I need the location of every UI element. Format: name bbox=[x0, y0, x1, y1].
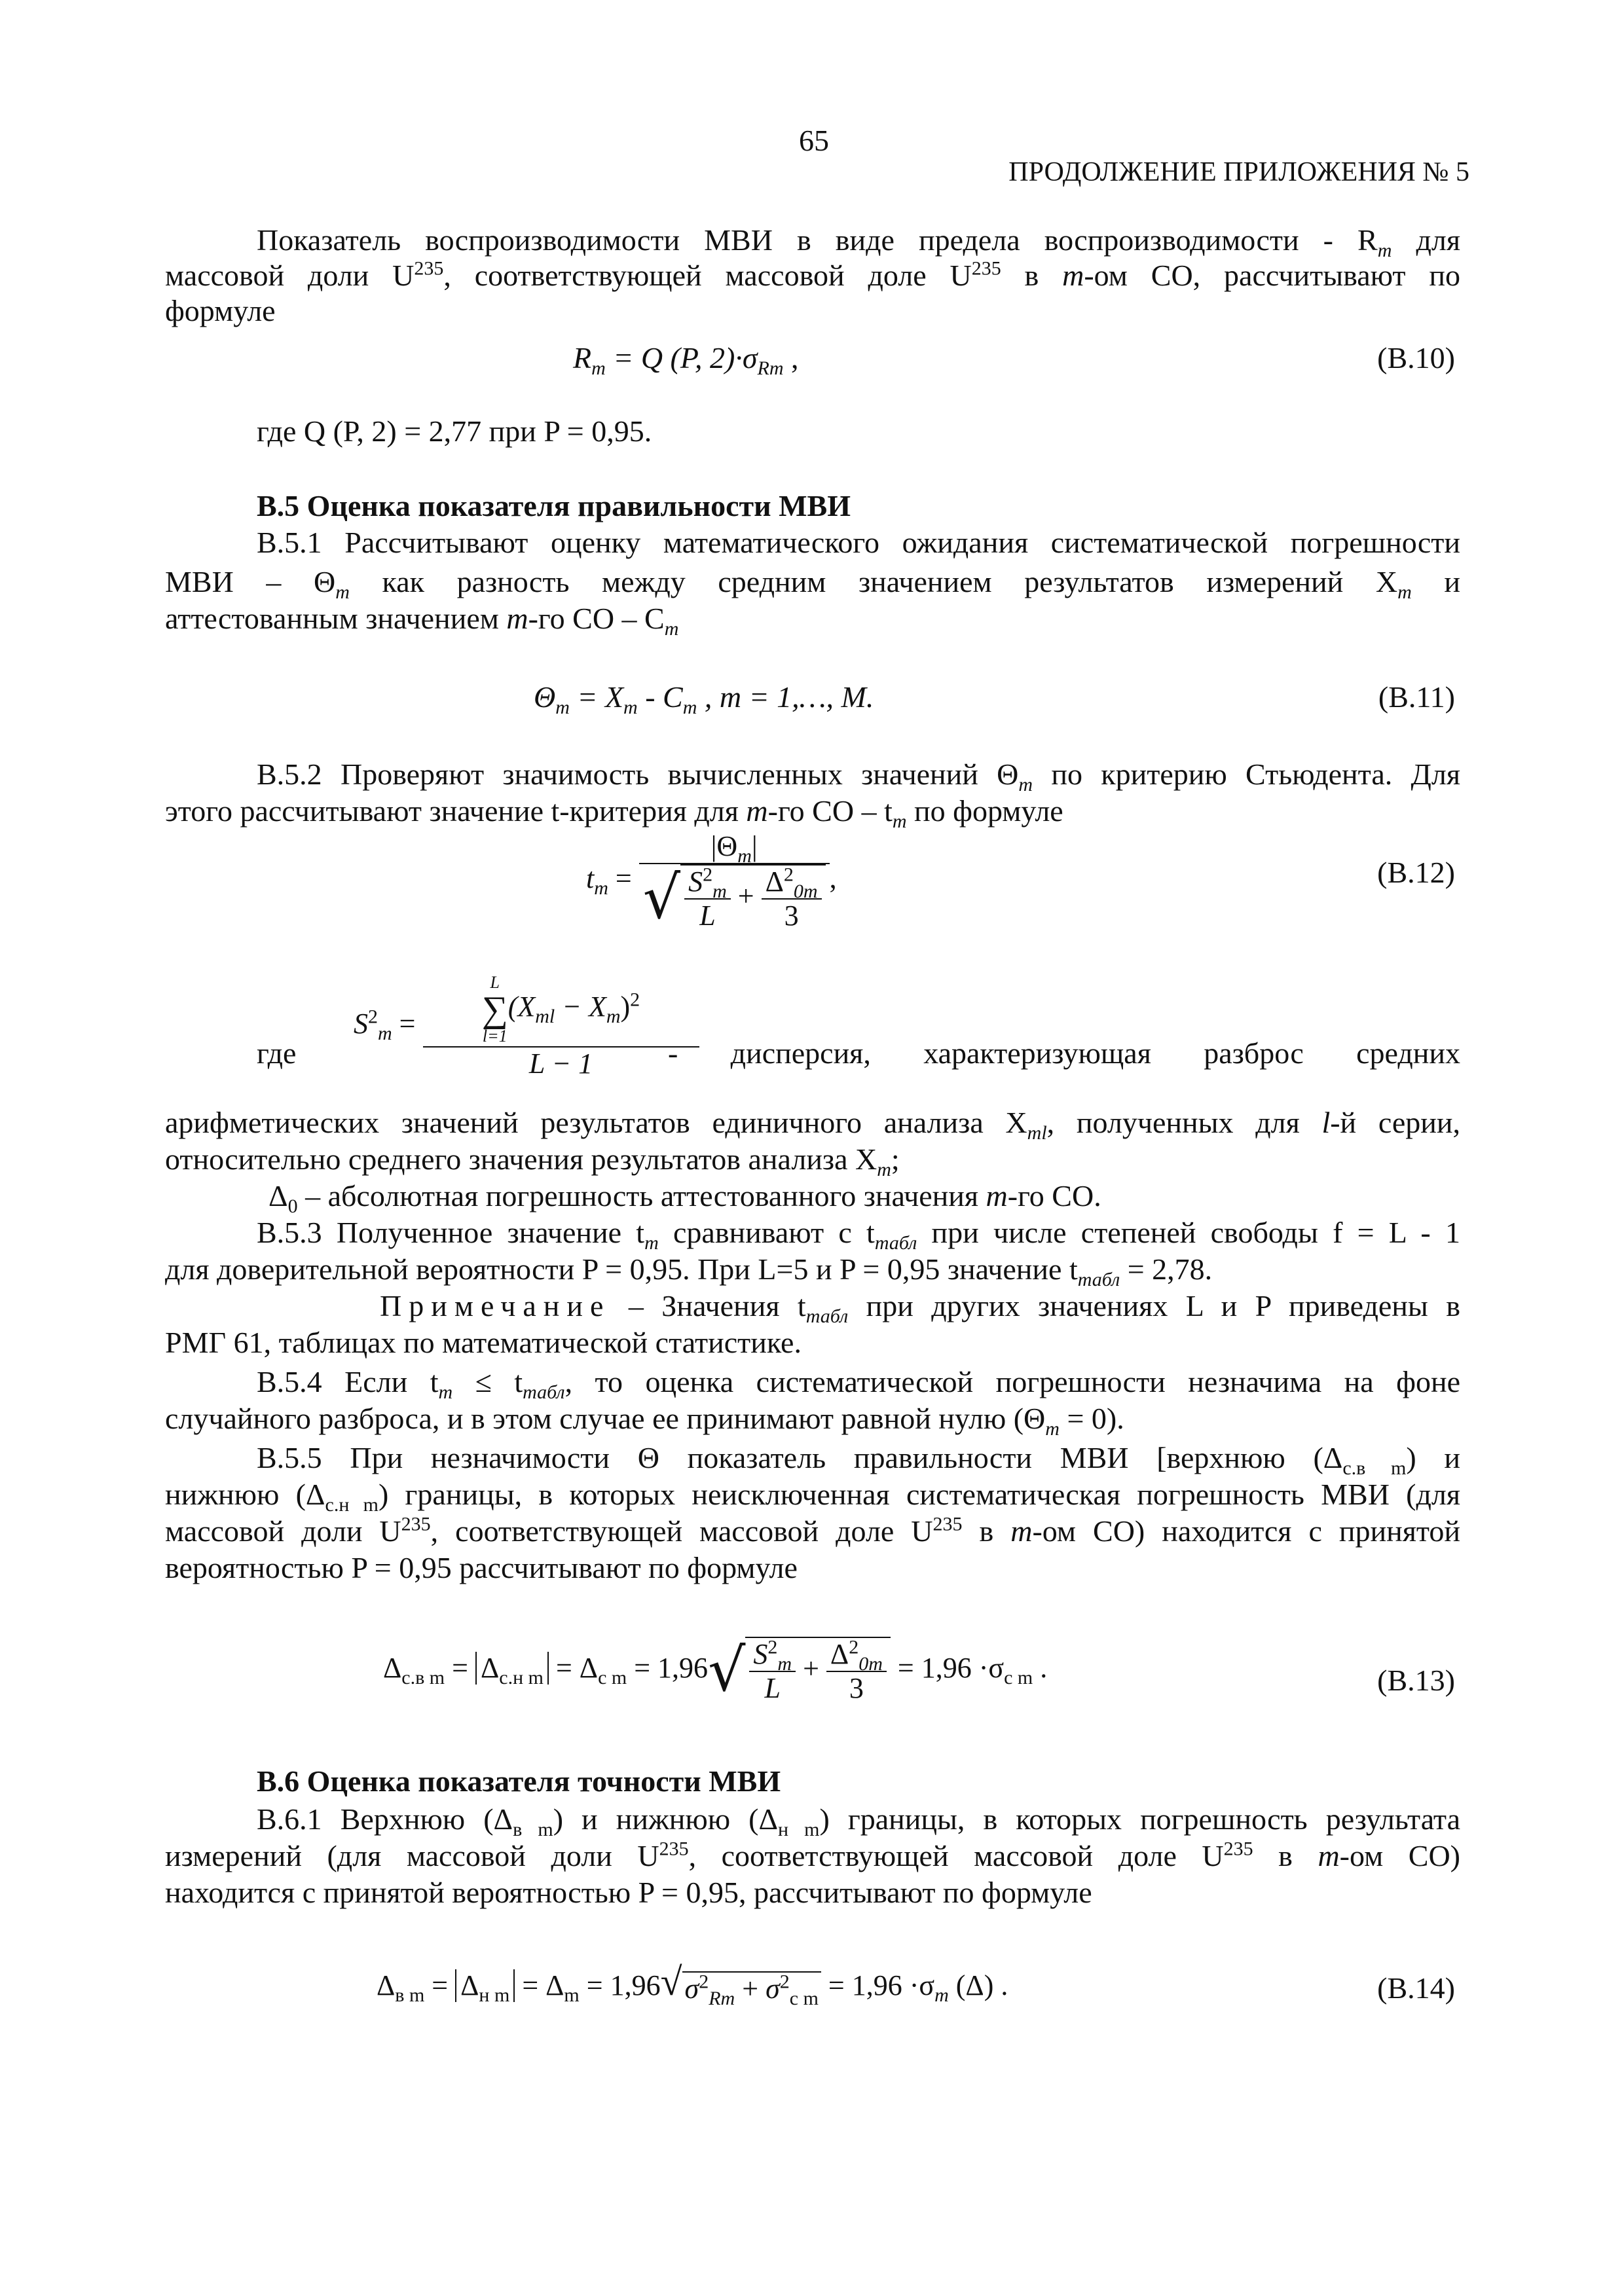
para-b61-line-1: В.6.1 Верхнюю $(\Delta_{в m})$ и нижнюю $(\Delta_{н m})$ границы, в которых погрешность результата bbox=[257, 1802, 1461, 1841]
delta0-definition: $\Delta_0$ – абсолютная погрешность аттестованного значения m-го СО. bbox=[268, 1179, 1101, 1218]
equation-b13: $\Delta_{с.в m} = \Delta_{с.н m} = \Delta_{с m} = 1,96√$ $\frac{S^2_m}{L}$ + $\frac{\Delta^2_{0m}}{3}$ = $1,96 \cdot\sigma_{с m}$ . bbox=[383, 1636, 1048, 1705]
equation-b14: $\Delta_{в m} = \Delta_{н m} = \Delta_m = 1,96√\sigma^2_{Rm} + \sigma^2_{с m} = 1,96 \cdot\sigma_m$ (Δ) . bbox=[377, 1960, 1008, 2009]
para-b55-line-3: массовой доли $U^{235}$, соответствующей массовой доле $U^{235}$ в m-ом СО) находится с принятой bbox=[165, 1513, 1460, 1548]
intro-line-1: Показатель воспроизводимости МВИ в виде предела воспроизводимости - $R_m$ для bbox=[257, 223, 1460, 262]
para-b51-line-1: В.5.1 Рассчитывают оценку математического ожидания систематической погрешности bbox=[257, 526, 1460, 559]
para-b52-line-1: В.5.2 Проверяют значимость вычисленных значений $\Theta_m$ по критерию Стьюдента. Для bbox=[257, 757, 1461, 796]
section-title-b5: В.5 Оценка показателя правильности МВИ bbox=[257, 489, 851, 522]
intro-line-2: массовой доли $U^{235}$, соответствующей массовой доле $U^{235}$ в m-ом СО, рассчитывают по bbox=[165, 257, 1460, 292]
para-b61-line-2: измерений (для массовой доли $U^{235}$, соответствующей массовой доле $U^{235}$ в m-ом СО) bbox=[165, 1838, 1460, 1872]
para-b61-line-3: находится с принятой вероятностью P = 0,95, рассчитывают по формуле bbox=[165, 1876, 1092, 1909]
section-title-b6: В.6 Оценка показателя точности МВИ bbox=[257, 1764, 781, 1798]
variance-line-3: относительно среднего значения результатов анализа $X_m$; bbox=[165, 1142, 900, 1181]
intro-line-3: формуле bbox=[165, 294, 276, 327]
note-line-2: РМГ 61, таблицах по математической статистике. bbox=[165, 1326, 802, 1359]
para-b51-line-2: МВИ – $\Theta_m$ как разность между средним значением результатов измерений $X_m$ и bbox=[165, 565, 1460, 604]
where-q-text: где Q (P, 2) = 2,77 при P = 0,95. bbox=[257, 414, 652, 448]
equation-label-b12: (В.12) bbox=[1377, 856, 1455, 889]
para-b51-line-3: аттестованным значением m-го СО – $C_m$ bbox=[165, 602, 679, 640]
para-b55-line-2: нижнюю $(\Delta_{с.н m})$ границы, в которых неисключенная систематическая погрешность МВИ (для bbox=[165, 1478, 1460, 1516]
equation-label-b11: (В.11) bbox=[1378, 680, 1455, 714]
where-s-label: где bbox=[257, 1036, 297, 1070]
para-b54-line-2: случайного разброса, и в этом случае ее принимают равной нулю $(\Theta_m = 0)$. bbox=[165, 1402, 1124, 1440]
para-b55-line-1: В.5.5 При незначимости Θ показатель правильности МВИ [верхнюю $(\Delta_{с.в m})$ и bbox=[257, 1441, 1460, 1480]
variance-formula: $S^2_m$ = L ∑ l=1 $(X_{ml} - X_m)^2$ L − 1 bbox=[354, 973, 699, 1080]
page-number: 65 bbox=[799, 124, 829, 157]
para-b53-line-1: В.5.3 Полученное значение $t_m$ сравнивают с $t_{табл}$ при числе степеней свободы f = L - 1 bbox=[257, 1216, 1460, 1254]
variance-description: - дисперсия, характеризующая разброс средних bbox=[668, 1036, 1460, 1070]
para-b55-line-4: вероятностью P = 0,95 рассчитывают по формуле bbox=[165, 1551, 798, 1584]
equation-b10: $R_m = Q$ (P, $2)\cdot\sigma_{Rm}$ , bbox=[573, 341, 799, 380]
note-line-1: Примечание – Значения $t_{табл}$ при других значениях L и P приведены в bbox=[380, 1289, 1460, 1328]
equation-b11: $\Theta_m = X_m - C_m$ , m = 1,…, M. bbox=[534, 680, 874, 719]
para-b54-line-1: В.5.4 Если $t_m \le t_{табл}$, то оценка систематической погрешности незначима на фоне bbox=[257, 1365, 1460, 1404]
equation-b12: $t_m$ = $|\Theta_m|$ √ $\frac{S^2_m}{L}$ + $\frac{\Delta^2_{0m}}{3}$ , bbox=[586, 830, 837, 932]
variance-line-2: арифметических значений результатов единичного анализа $X_{ml}$, полученных для l-й серии, bbox=[165, 1106, 1460, 1144]
para-b53-line-2: для доверительной вероятности P = 0,95. При L=5 и P = 0,95 значение $t_{табл} = 2,78$. bbox=[165, 1252, 1213, 1291]
para-b52-line-2: этого рассчитывают значение t-критерия для m-го СО – $t_m$ по формуле bbox=[165, 794, 1063, 833]
equation-label-b14: (В.14) bbox=[1377, 1971, 1455, 2005]
equation-label-b10: (В.10) bbox=[1377, 341, 1455, 374]
equation-label-b13: (В.13) bbox=[1377, 1664, 1455, 1697]
appendix-continuation: ПРОДОЛЖЕНИЕ ПРИЛОЖЕНИЯ № 5 bbox=[1008, 157, 1469, 187]
